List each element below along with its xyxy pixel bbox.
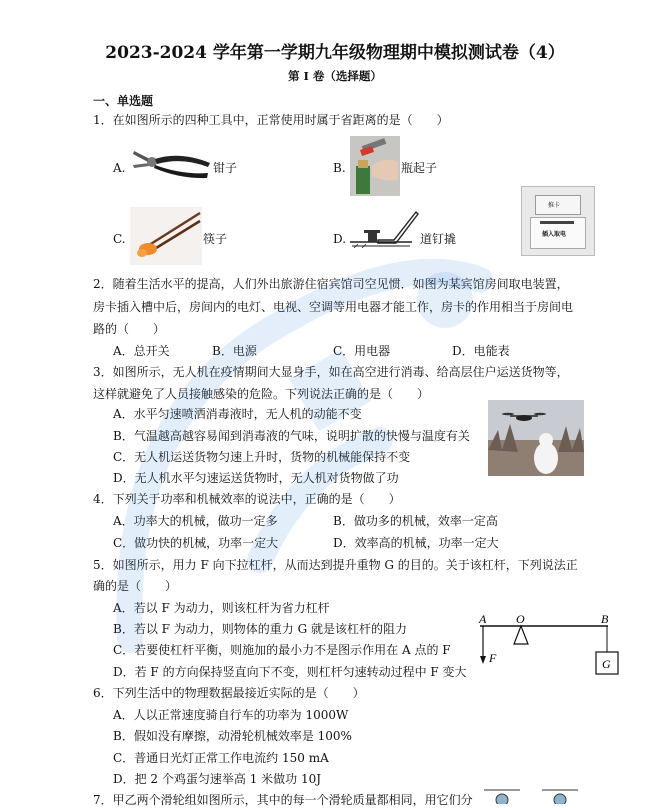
q5-stem-line-1: 5．如图所示，用力 F 向下拉杠杆，从而达到提升重物 G 的目的。关于该杠杆，下列说法正 (93, 558, 578, 572)
q5-option-d: D．若 F 的方向保持竖直向下不变，则杠杆匀速转动过程中 F 变大 (113, 665, 467, 679)
q1-stem: 1．在如图所示的四种工具中，正常使用时属于省距离的是（ ） (93, 113, 449, 127)
drone-photo-image (488, 400, 584, 476)
q6-option-d: D．把 2 个鸡蛋匀速举高 1 米做功 10J (113, 772, 322, 786)
q5-option-b: B．若以 F 为动力，则物体的重力 G 就是该杠杆的阻力 (113, 622, 407, 636)
q5-stem-line-2: 确的是（ ） (93, 579, 178, 593)
page-subtitle: 第 I 卷（选择题） (288, 69, 382, 83)
q4-stem: 4．下列关于功率和机械效率的说法中，正确的是（ ） (93, 492, 401, 506)
lever-label-g: G (602, 657, 611, 671)
bottle-opener-image (350, 136, 400, 196)
pliers-image (130, 145, 212, 185)
q1-option-b-letter: B. (333, 161, 346, 175)
q1-option-a-text: 钳子 (213, 161, 238, 175)
lever-diagram (474, 612, 620, 682)
q1-option-d-letter: D. (333, 232, 347, 246)
q6-stem: 6．下列生活中的物理数据最接近实际的是（ ） (93, 686, 365, 700)
lever-label-f: F (489, 651, 497, 665)
q2-stem-line-1: 2．随着生活水平的提高，人们外出旅游住宿宾馆司空见惯．如图为某宾馆房间取电装置， (93, 277, 569, 291)
q3-option-a: A．水平匀速喷洒消毒液时，无人机的动能不变 (113, 407, 362, 421)
q1-option-c-text: 筷子 (203, 232, 228, 246)
q6-option-a: A．人以正常速度骑自行车的功率为 1000W (113, 708, 349, 722)
lever-label-o: O (516, 612, 525, 626)
q6-option-c: C．普通日光灯正常工作电流约 150 mA (113, 751, 329, 765)
pulley-diagram-partial (480, 786, 590, 804)
q1-option-b-text: 瓶起子 (401, 161, 438, 175)
lever-label-a: A (479, 612, 487, 626)
card-label-insert: 插入取电 (542, 231, 567, 238)
q4-option-c: C．做功快的机械，功率一定大 (113, 536, 279, 550)
q4-option-d: D．效率高的机械，功率一定大 (333, 536, 499, 550)
spike-puller-image (350, 210, 420, 250)
page-title: 2023-2024 学年第一学期九年级物理期中模拟测试卷（4） (105, 43, 565, 63)
lever-label-b: B (601, 612, 609, 626)
q2-stem-line-2: 房卡插入槽中后，房间内的电灯、电视、空调等用电器才能工作，房卡的作用相当于房间电 (93, 300, 574, 314)
q3-option-c: C．无人机运送货物匀速上升时，货物的机械能保持不变 (113, 450, 411, 464)
q2-option-d: D．电能表 (452, 344, 510, 358)
q3-option-d: D．无人机水平匀速运送货物时，无人机对货物做了功 (113, 471, 399, 485)
q3-stem-line-2: 这样就避免了人员接触感染的危险。下列说法正确的是（ ） (93, 387, 430, 401)
q2-option-c: C．用电器 (333, 344, 391, 358)
q2-option-b: B．电源 (212, 344, 257, 358)
q1-option-d-text: 道钉撬 (420, 232, 457, 246)
section-heading: 一、单选题 (93, 94, 154, 108)
q3-option-b: B．气温越高越容易闻到消毒液的气味，说明扩散的快慢与温度有关 (113, 429, 470, 443)
q2-option-a: A．总开关 (113, 344, 170, 358)
q1-option-c-letter: C. (113, 232, 126, 246)
chopsticks-image (130, 207, 202, 265)
q4-option-a: A．功率大的机械，做功一定多 (113, 514, 278, 528)
q6-option-b: B．假如没有摩擦，动滑轮机械效率是 100% (113, 729, 352, 743)
q1-option-a-letter: A. (113, 161, 126, 175)
q3-stem-line-1: 3．如图所示，无人机在疫情期间大显身手，如在高空进行消毒、给高层住户运送货物等， (93, 365, 569, 379)
q5-option-c: C．若要使杠杆平衡，则施加的最小力不是图示作用在 A 点的 F (113, 643, 451, 657)
card-label-push: 推卡 (548, 202, 561, 209)
q4-option-b: B．做功多的机械，效率一定高 (333, 514, 498, 528)
q7-stem: 7．甲乙两个滑轮组如图所示，其中的每一个滑轮质量都相同，用它们分 (93, 793, 473, 807)
room-card-slot-image (521, 186, 595, 256)
q5-option-a: A．若以 F 为动力，则该杠杆为省力杠杆 (113, 601, 330, 615)
q2-stem-line-3: 路的（ ） (93, 322, 166, 336)
